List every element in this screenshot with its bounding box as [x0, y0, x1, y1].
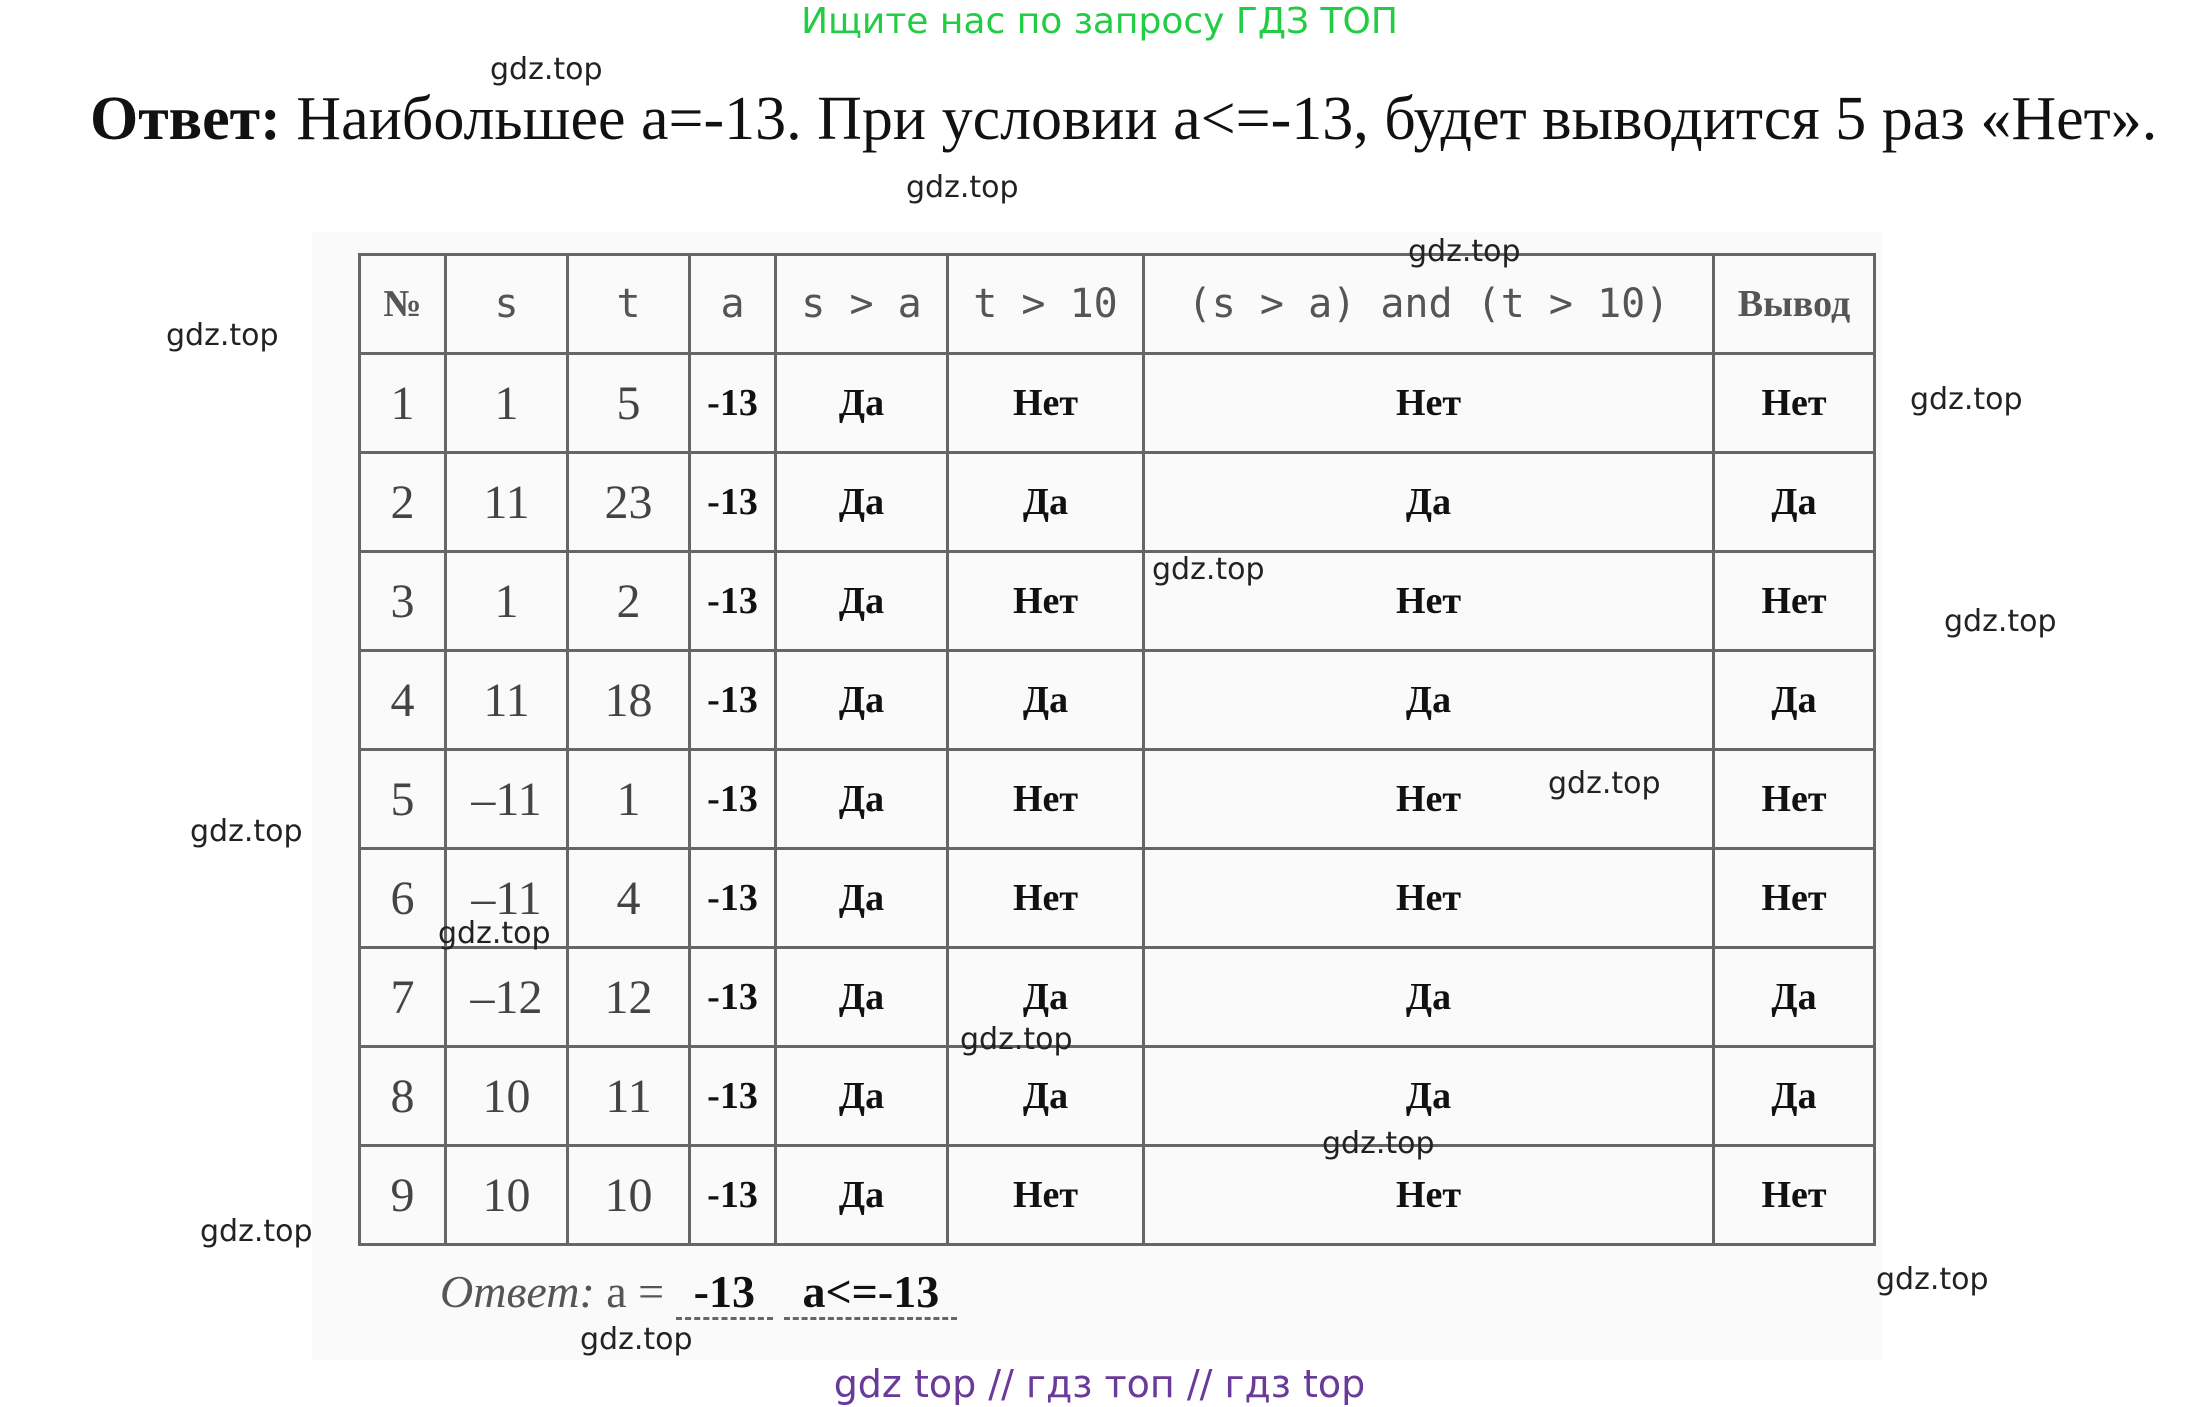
cell-a: -13 — [690, 651, 776, 750]
cell-a: -13 — [690, 948, 776, 1047]
header-and: (s > a) and (t > 10) — [1144, 255, 1714, 354]
cell-number: 1 — [360, 354, 446, 453]
cell-t-gt-10: Нет — [948, 1146, 1144, 1245]
cell-s: –11 — [446, 849, 568, 948]
watermark-text: gdz.top — [580, 1322, 693, 1357]
watermark-text: gdz.top — [1944, 604, 2057, 639]
watermark-text: gdz.top — [1910, 382, 2023, 417]
cell-number: 9 — [360, 1146, 446, 1245]
cell-s: 11 — [446, 651, 568, 750]
worksheet-answer-label: Ответ: — [440, 1266, 595, 1317]
cell-t: 18 — [568, 651, 690, 750]
table-row — [360, 849, 1875, 948]
cell-number: 3 — [360, 552, 446, 651]
answer-label: Ответ: — [90, 85, 281, 153]
cell-t: 4 — [568, 849, 690, 948]
cell-t: 1 — [568, 750, 690, 849]
cell-s-gt-a: Да — [776, 552, 948, 651]
cell-t: 5 — [568, 354, 690, 453]
cell-a: -13 — [690, 1047, 776, 1146]
cell-t: 10 — [568, 1146, 690, 1245]
cell-output: Да — [1714, 651, 1875, 750]
watermark-text: gdz.top — [1548, 766, 1661, 801]
cell-s: 11 — [446, 453, 568, 552]
cell-a: -13 — [690, 552, 776, 651]
cell-a: -13 — [690, 849, 776, 948]
cell-s-gt-a: Да — [776, 750, 948, 849]
cell-number: 2 — [360, 453, 446, 552]
cell-s-gt-a: Да — [776, 651, 948, 750]
watermark-text: gdz.top — [200, 1214, 313, 1249]
cell-s: –11 — [446, 750, 568, 849]
cell-and: Нет — [1144, 552, 1714, 651]
cell-output: Нет — [1714, 354, 1875, 453]
cell-s-gt-a: Да — [776, 453, 948, 552]
cell-t-gt-10: Нет — [948, 552, 1144, 651]
cell-number: 6 — [360, 849, 446, 948]
cell-t-gt-10: Нет — [948, 354, 1144, 453]
header-t: t — [568, 255, 690, 354]
cell-t-gt-10: Нет — [948, 750, 1144, 849]
cell-t: 23 — [568, 453, 690, 552]
header-t-gt-10: t > 10 — [948, 255, 1144, 354]
cell-t-gt-10: Да — [948, 651, 1144, 750]
watermark-text: gdz.top — [960, 1022, 1073, 1057]
cell-t-gt-10: Да — [948, 1047, 1144, 1146]
cell-and: Да — [1144, 453, 1714, 552]
cell-s: 1 — [446, 354, 568, 453]
cell-t-gt-10: Да — [948, 453, 1144, 552]
cell-output: Нет — [1714, 849, 1875, 948]
cell-number: 4 — [360, 651, 446, 750]
cell-t: 11 — [568, 1047, 690, 1146]
table-row — [360, 1146, 1875, 1245]
watermark-text: gdz.top — [166, 318, 279, 353]
cell-a: -13 — [690, 453, 776, 552]
trace-table — [358, 253, 1876, 1246]
cell-s: 10 — [446, 1146, 568, 1245]
watermark-text: gdz.top — [906, 170, 1019, 205]
cell-s: 10 — [446, 1047, 568, 1146]
watermark-text: gdz.top — [1152, 552, 1265, 587]
cell-number: 5 — [360, 750, 446, 849]
worksheet-answer-a: a = — [606, 1266, 665, 1317]
watermark-text: gdz.top — [190, 814, 303, 849]
cell-t: 12 — [568, 948, 690, 1047]
watermark-text: gdz.top — [1876, 1262, 1989, 1297]
header-s-gt-a: s > a — [776, 255, 948, 354]
cell-t-gt-10: Да — [948, 948, 1144, 1047]
cell-a: -13 — [690, 354, 776, 453]
table-header-row — [360, 255, 1875, 354]
cell-a: -13 — [690, 750, 776, 849]
cell-and: Нет — [1144, 1146, 1714, 1245]
cell-s-gt-a: Да — [776, 849, 948, 948]
cell-t-gt-10: Нет — [948, 849, 1144, 948]
cell-s: 1 — [446, 552, 568, 651]
cell-output: Нет — [1714, 750, 1875, 849]
cell-and: Нет — [1144, 750, 1714, 849]
cell-number: 8 — [360, 1047, 446, 1146]
cell-number: 7 — [360, 948, 446, 1047]
cell-s-gt-a: Да — [776, 1146, 948, 1245]
cell-output: Да — [1714, 453, 1875, 552]
table-row — [360, 354, 1875, 453]
bottom-banner[interactable]: gdz top // гдз топ // гдз top — [833, 1362, 1366, 1406]
cell-and: Да — [1144, 1047, 1714, 1146]
header-a: a — [690, 255, 776, 354]
cell-and: Нет — [1144, 849, 1714, 948]
watermark-text: gdz.top — [490, 52, 603, 87]
cell-s-gt-a: Да — [776, 948, 948, 1047]
watermark-text: gdz.top — [1408, 234, 1521, 269]
answer-paragraph — [22, 80, 2172, 158]
table-row — [360, 651, 1875, 750]
worksheet-answer-condition: a<=-13 — [784, 1266, 957, 1320]
table-row — [360, 948, 1875, 1047]
cell-and: Да — [1144, 948, 1714, 1047]
watermark-text: gdz.top — [438, 916, 551, 951]
header-number: № — [360, 255, 446, 354]
table-row — [360, 453, 1875, 552]
cell-output: Да — [1714, 948, 1875, 1047]
cell-output: Нет — [1714, 552, 1875, 651]
answer-text: Наибольшее a=-13. При условии a<=-13, будет выводится 5 раз «Нет». — [296, 85, 2158, 153]
cell-s: –12 — [446, 948, 568, 1047]
cell-output: Нет — [1714, 1146, 1875, 1245]
header-s: s — [446, 255, 568, 354]
cell-and: Нет — [1144, 354, 1714, 453]
header-output: Вывод — [1714, 255, 1875, 354]
cell-s-gt-a: Да — [776, 1047, 948, 1146]
cell-and: Да — [1144, 651, 1714, 750]
top-banner[interactable]: Ищите нас по запросу ГДЗ ТОП — [801, 1, 1398, 42]
watermark-text: gdz.top — [1322, 1126, 1435, 1161]
worksheet-answer-line — [440, 1265, 957, 1318]
cell-a: -13 — [690, 1146, 776, 1245]
cell-s-gt-a: Да — [776, 354, 948, 453]
table-row — [360, 1047, 1875, 1146]
cell-t: 2 — [568, 552, 690, 651]
cell-output: Да — [1714, 1047, 1875, 1146]
table-row — [360, 552, 1875, 651]
worksheet-answer-value: -13 — [676, 1266, 773, 1320]
